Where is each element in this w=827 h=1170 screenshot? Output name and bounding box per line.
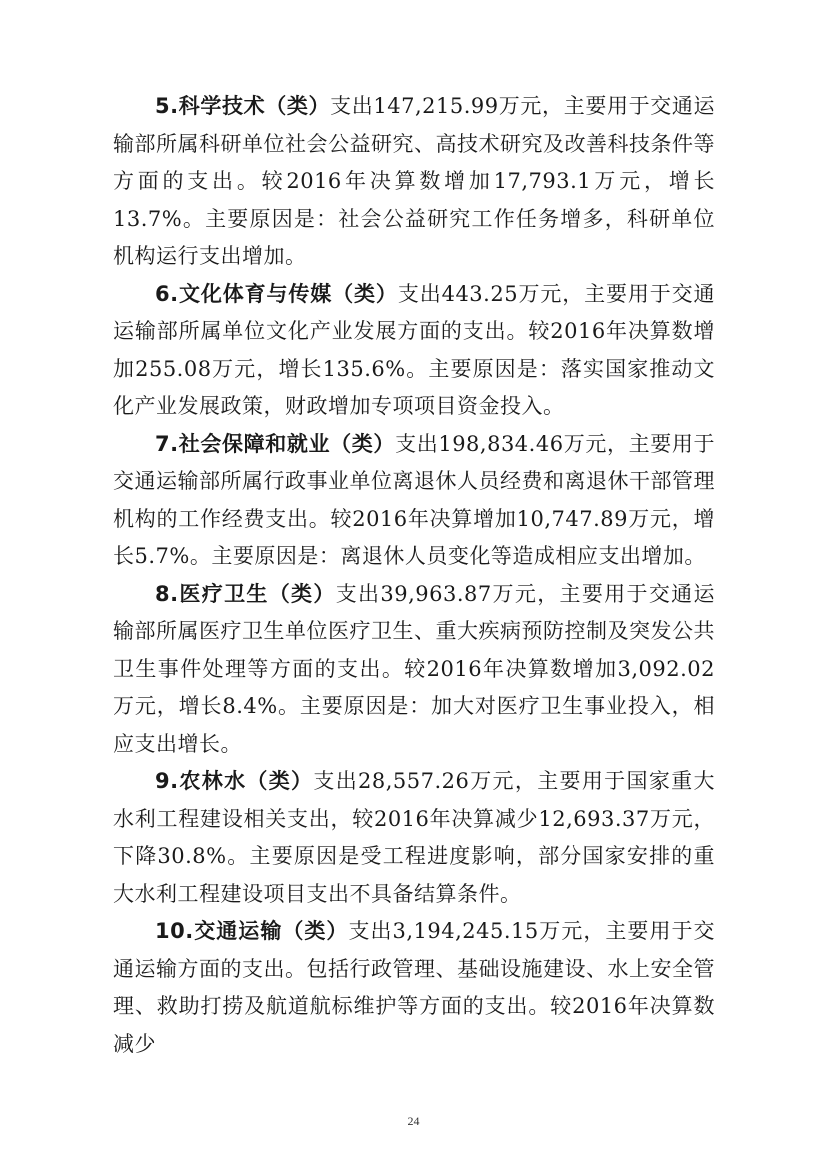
page-number: 24	[407, 1114, 420, 1128]
paragraph-heading: 8.医疗卫生（类）	[155, 581, 336, 606]
paragraph-science-technology	[113, 88, 715, 276]
paragraph-health-care	[113, 576, 715, 764]
paragraph-text: 支出198,834.46万元，主要用于交通运输部所属行政事业单位离退休人员经费和离退休干部管理机构的工作经费支出。较2016年决算增加10,747.89万元，增长5.7%。主要原因是：离退休人员变化等造成相应支出增加。	[113, 431, 715, 568]
paragraph-heading: 10.交通运输（类）	[155, 919, 349, 943]
paragraph-text: 支出147,215.99万元，主要用于交通运输部所属科研单位社会公益研究、高技术研究及改善科技条件等方面的支出。较2016年决算数增加17,793.1万元，增长13.7%。主要原因是：社会公益研究工作任务增多，科研单位机构运行支出增加。	[113, 94, 715, 268]
document-body	[113, 88, 715, 1063]
paragraph-culture-sports-media	[113, 276, 715, 426]
paragraph-heading: 5.科学技术（类）	[155, 94, 331, 118]
paragraph-heading: 9.农林水（类）	[155, 769, 314, 793]
paragraph-agriculture-forestry-water	[113, 763, 715, 913]
paragraph-heading: 6.文化体育与传媒（类）	[155, 281, 398, 306]
paragraph-transportation	[113, 913, 715, 1063]
paragraph-text: 支出39,963.87万元，主要用于交通运输部所属医疗卫生单位医疗卫生、重大疾病预防控制及突发公共卫生事件处理等方面的支出。较2016年决算数增加3,092.02万元，增长8.4%。主要原因是：加大对医疗卫生事业投入，相应支出增长。	[113, 581, 715, 756]
paragraph-text: 支出28,557.26万元，主要用于国家重大水利工程建设相关支出，较2016年决算减少12,693.37万元，下降30.8%。主要原因是受工程进度影响，部分国家安排的重大水利工程建设项目支出不具备结算条件。	[113, 769, 715, 906]
paragraph-text: 支出443.25万元，主要用于交通运输部所属单位文化产业发展方面的支出。较2016年决算数增加255.08万元，增长135.6%。主要原因是：落实国家推动文化产业发展政策，财政增加专项项目资金投入。	[113, 281, 716, 418]
paragraph-text: 支出3,194,245.15万元，主要用于交通运输方面的支出。包括行政管理、基础设施建设、水上安全管理、救助打捞及航道航标维护等方面的支出。较2016年决算数减少	[113, 919, 715, 1056]
paragraph-heading: 7.社会保障和就业（类）	[155, 431, 396, 456]
paragraph-social-security	[113, 426, 715, 576]
